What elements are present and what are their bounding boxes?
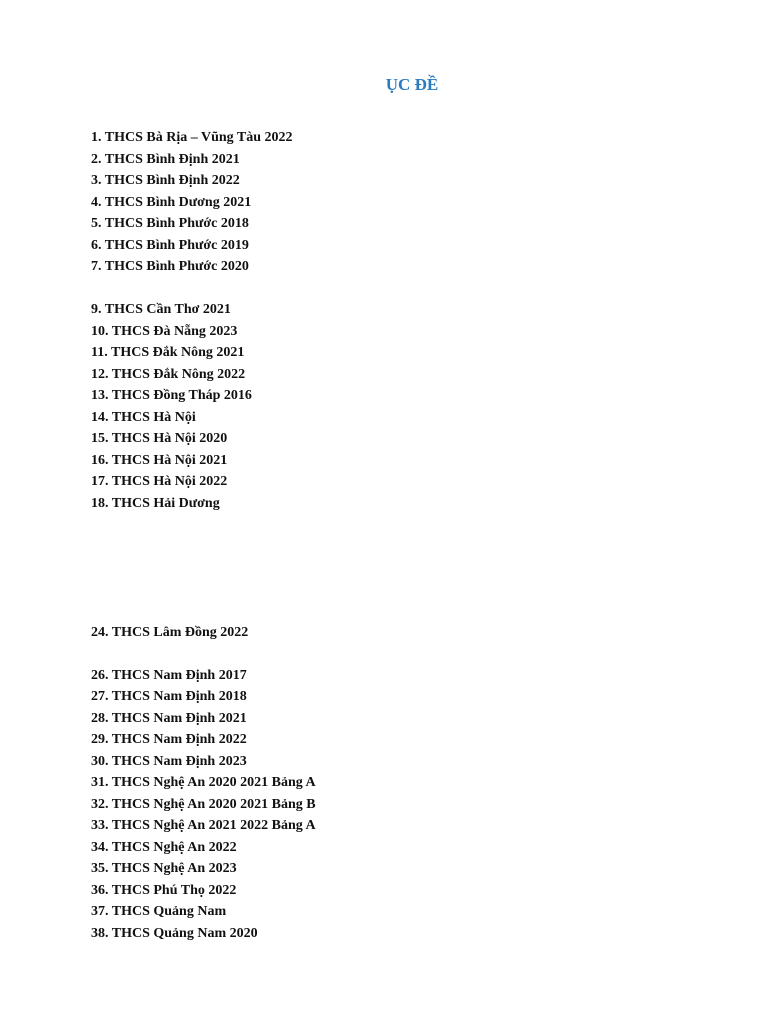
list-item: 31. THCS Nghệ An 2020 2021 Bảng A (91, 775, 316, 790)
list-item: 33. THCS Nghệ An 2021 2022 Bảng A (91, 818, 316, 833)
list-item: 18. THCS Hải Dương (91, 495, 220, 511)
list-item: 38. THCS Quảng Nam 2020 (91, 925, 258, 941)
list-item: 27. THCS Nam Định 2018 (91, 689, 247, 704)
list-item: 2. THCS Bình Định 2021 (91, 151, 240, 167)
list-item: 26. THCS Nam Định 2017 (91, 667, 247, 683)
list-item: 32. THCS Nghệ An 2020 2021 Bảng B (91, 796, 316, 812)
list-item: 34. THCS Nghệ An 2022 (91, 839, 237, 855)
blank-line (91, 643, 316, 665)
list-item: 16. THCS Hà Nội 2021 (91, 452, 228, 468)
list-item: 15. THCS Hà Nội 2020 (91, 431, 228, 446)
list-item: 28. THCS Nam Định 2021 (91, 710, 247, 726)
blank-space (91, 514, 316, 622)
list-item: 11. THCS Đắk Nông 2021 (91, 345, 245, 360)
list-item: 6. THCS Bình Phước 2019 (91, 237, 249, 253)
list-item: 7. THCS Bình Phước 2020 (91, 259, 249, 274)
page-title: ỤC ĐỀ (385, 75, 439, 94)
list-item: 35. THCS Nghệ An 2023 (91, 861, 237, 876)
list-item: 3. THCS Bình Định 2022 (91, 173, 240, 188)
list-item: 12. THCS Đắk Nông 2022 (91, 366, 246, 382)
list-item: 1. THCS Bà Rịa – Vũng Tàu 2022 (91, 130, 293, 145)
table-of-contents (91, 127, 316, 944)
list-item: 17. THCS Hà Nội 2022 (91, 474, 228, 489)
list-item: 5. THCS Bình Phước 2018 (91, 216, 249, 231)
list-item: 4. THCS Bình Dương 2021 (91, 194, 252, 210)
list-item: 36. THCS Phú Thọ 2022 (91, 882, 237, 898)
list-item: 14. THCS Hà Nội (91, 409, 196, 425)
list-item: 13. THCS Đồng Tháp 2016 (91, 388, 252, 403)
list-item: 37. THCS Quảng Nam (91, 904, 227, 919)
list-item: 30. THCS Nam Định 2023 (91, 753, 247, 769)
list-item: 9. THCS Cần Thơ 2021 (91, 302, 231, 317)
list-item: 10. THCS Đà Nẵng 2023 (91, 323, 238, 339)
list-item: 24. THCS Lâm Đồng 2022 (91, 624, 249, 640)
list-item: 29. THCS Nam Định 2022 (91, 732, 247, 747)
blank-line (91, 278, 316, 300)
